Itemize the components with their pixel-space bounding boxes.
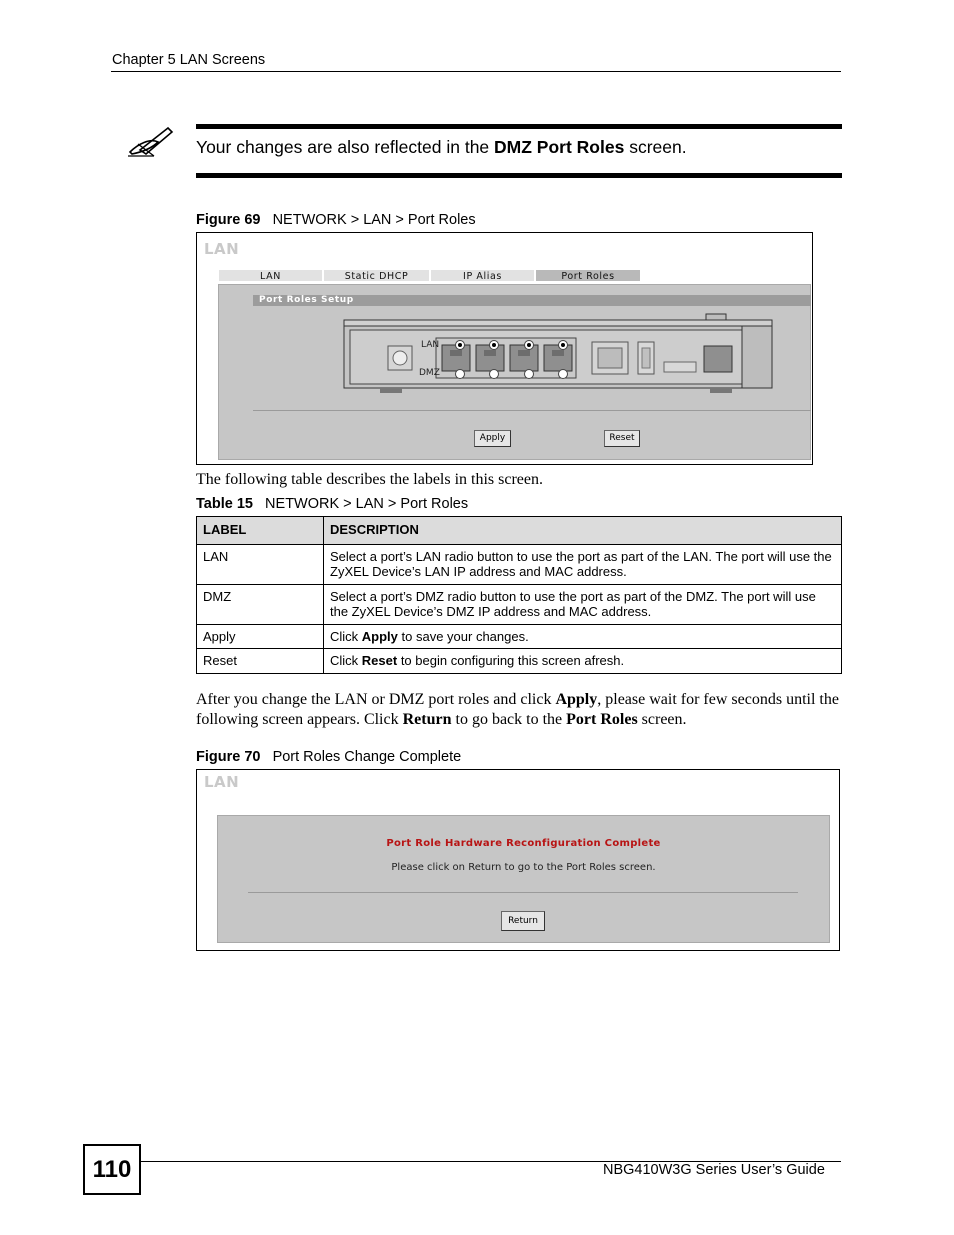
figure69-caption: Figure 69 NETWORK > LAN > Port Roles <box>196 212 476 228</box>
table-row <box>197 624 842 649</box>
chapter-header: Chapter 5 LAN Screens <box>112 52 266 68</box>
table-row <box>197 544 842 584</box>
lan-radio-port1[interactable] <box>456 341 465 350</box>
port-radio-group <box>452 338 572 382</box>
row-description: Click Reset to begin configuring this screen afresh. <box>324 649 842 674</box>
row-label: LAN <box>197 544 324 584</box>
tab-lan[interactable]: LAN <box>218 269 323 282</box>
row-label: Apply <box>197 624 324 649</box>
table-header-row <box>197 517 842 545</box>
reset-button[interactable]: Reset <box>604 430 640 447</box>
description-header: DESCRIPTION <box>324 517 842 545</box>
lan-radio-port3[interactable] <box>525 341 534 350</box>
lan-radio-port2[interactable] <box>490 341 499 350</box>
row-label: DMZ <box>197 584 324 624</box>
figure69-screen-title: LAN <box>204 240 240 258</box>
label-header: LABEL <box>197 517 324 545</box>
return-button[interactable]: Return <box>501 911 545 931</box>
label-description-table <box>196 516 842 674</box>
apply-button[interactable]: Apply <box>474 430 511 447</box>
lan-row-label: LAN <box>421 340 440 350</box>
guide-title: NBG410W3G Series User’s Guide <box>603 1162 825 1178</box>
row-label: Reset <box>197 649 324 674</box>
reconfig-heading: Port Role Hardware Reconfiguration Complete <box>386 838 661 849</box>
note-text: Your changes are also reflected in the DMZ Port Roles screen. <box>196 137 687 157</box>
after-apply-paragraph: After you change the LAN or DMZ port roles and click Apply, please wait for few seconds until the following screen appears. Click Return to go back to the Port Roles screen. <box>196 691 839 728</box>
table-row <box>197 649 842 674</box>
note-pen-icon <box>124 122 176 162</box>
table-row <box>197 584 842 624</box>
dmz-radio-port4[interactable] <box>559 370 568 379</box>
header-rule <box>111 71 841 72</box>
row-description: Click Apply to save your changes. <box>324 624 842 649</box>
tab-port-roles[interactable]: Port Roles <box>535 269 641 282</box>
table15-caption: Table 15 NETWORK > LAN > Port Roles <box>196 496 469 512</box>
port-roles-setup-title: Port Roles Setup <box>253 295 811 306</box>
lan-radio-port4[interactable] <box>559 341 568 350</box>
note-top-bar <box>196 124 842 129</box>
row-description: Select a port’s DMZ radio button to use the port as part of the DMZ. The port will use the ZyXEL Device’s DMZ IP address and MAC address. <box>324 584 842 624</box>
dmz-row-label: DMZ <box>419 368 440 378</box>
row-description: Select a port’s LAN radio button to use the port as part of the LAN. The port will use the ZyXEL Device’s LAN IP address and MAC address. <box>324 544 842 584</box>
tab-ip-alias[interactable]: IP Alias <box>430 269 535 282</box>
note-bottom-bar <box>196 173 842 178</box>
dmz-radio-port3[interactable] <box>525 370 534 379</box>
figure70-caption: Figure 70 Port Roles Change Complete <box>196 749 462 765</box>
page-number: 110 <box>83 1144 141 1195</box>
reconfig-message: Please click on Return to go to the Port Roles screen. <box>391 862 656 873</box>
figure70-screen-title: LAN <box>204 773 240 791</box>
tab-bar <box>218 269 641 283</box>
reconfig-divider <box>248 892 798 893</box>
panel-divider <box>253 410 811 411</box>
dmz-radio-port1[interactable] <box>456 370 465 379</box>
dmz-radio-port2[interactable] <box>490 370 499 379</box>
tab-static-dhcp[interactable]: Static DHCP <box>323 269 430 282</box>
table-intro: The following table describes the labels in this screen. <box>196 471 544 488</box>
